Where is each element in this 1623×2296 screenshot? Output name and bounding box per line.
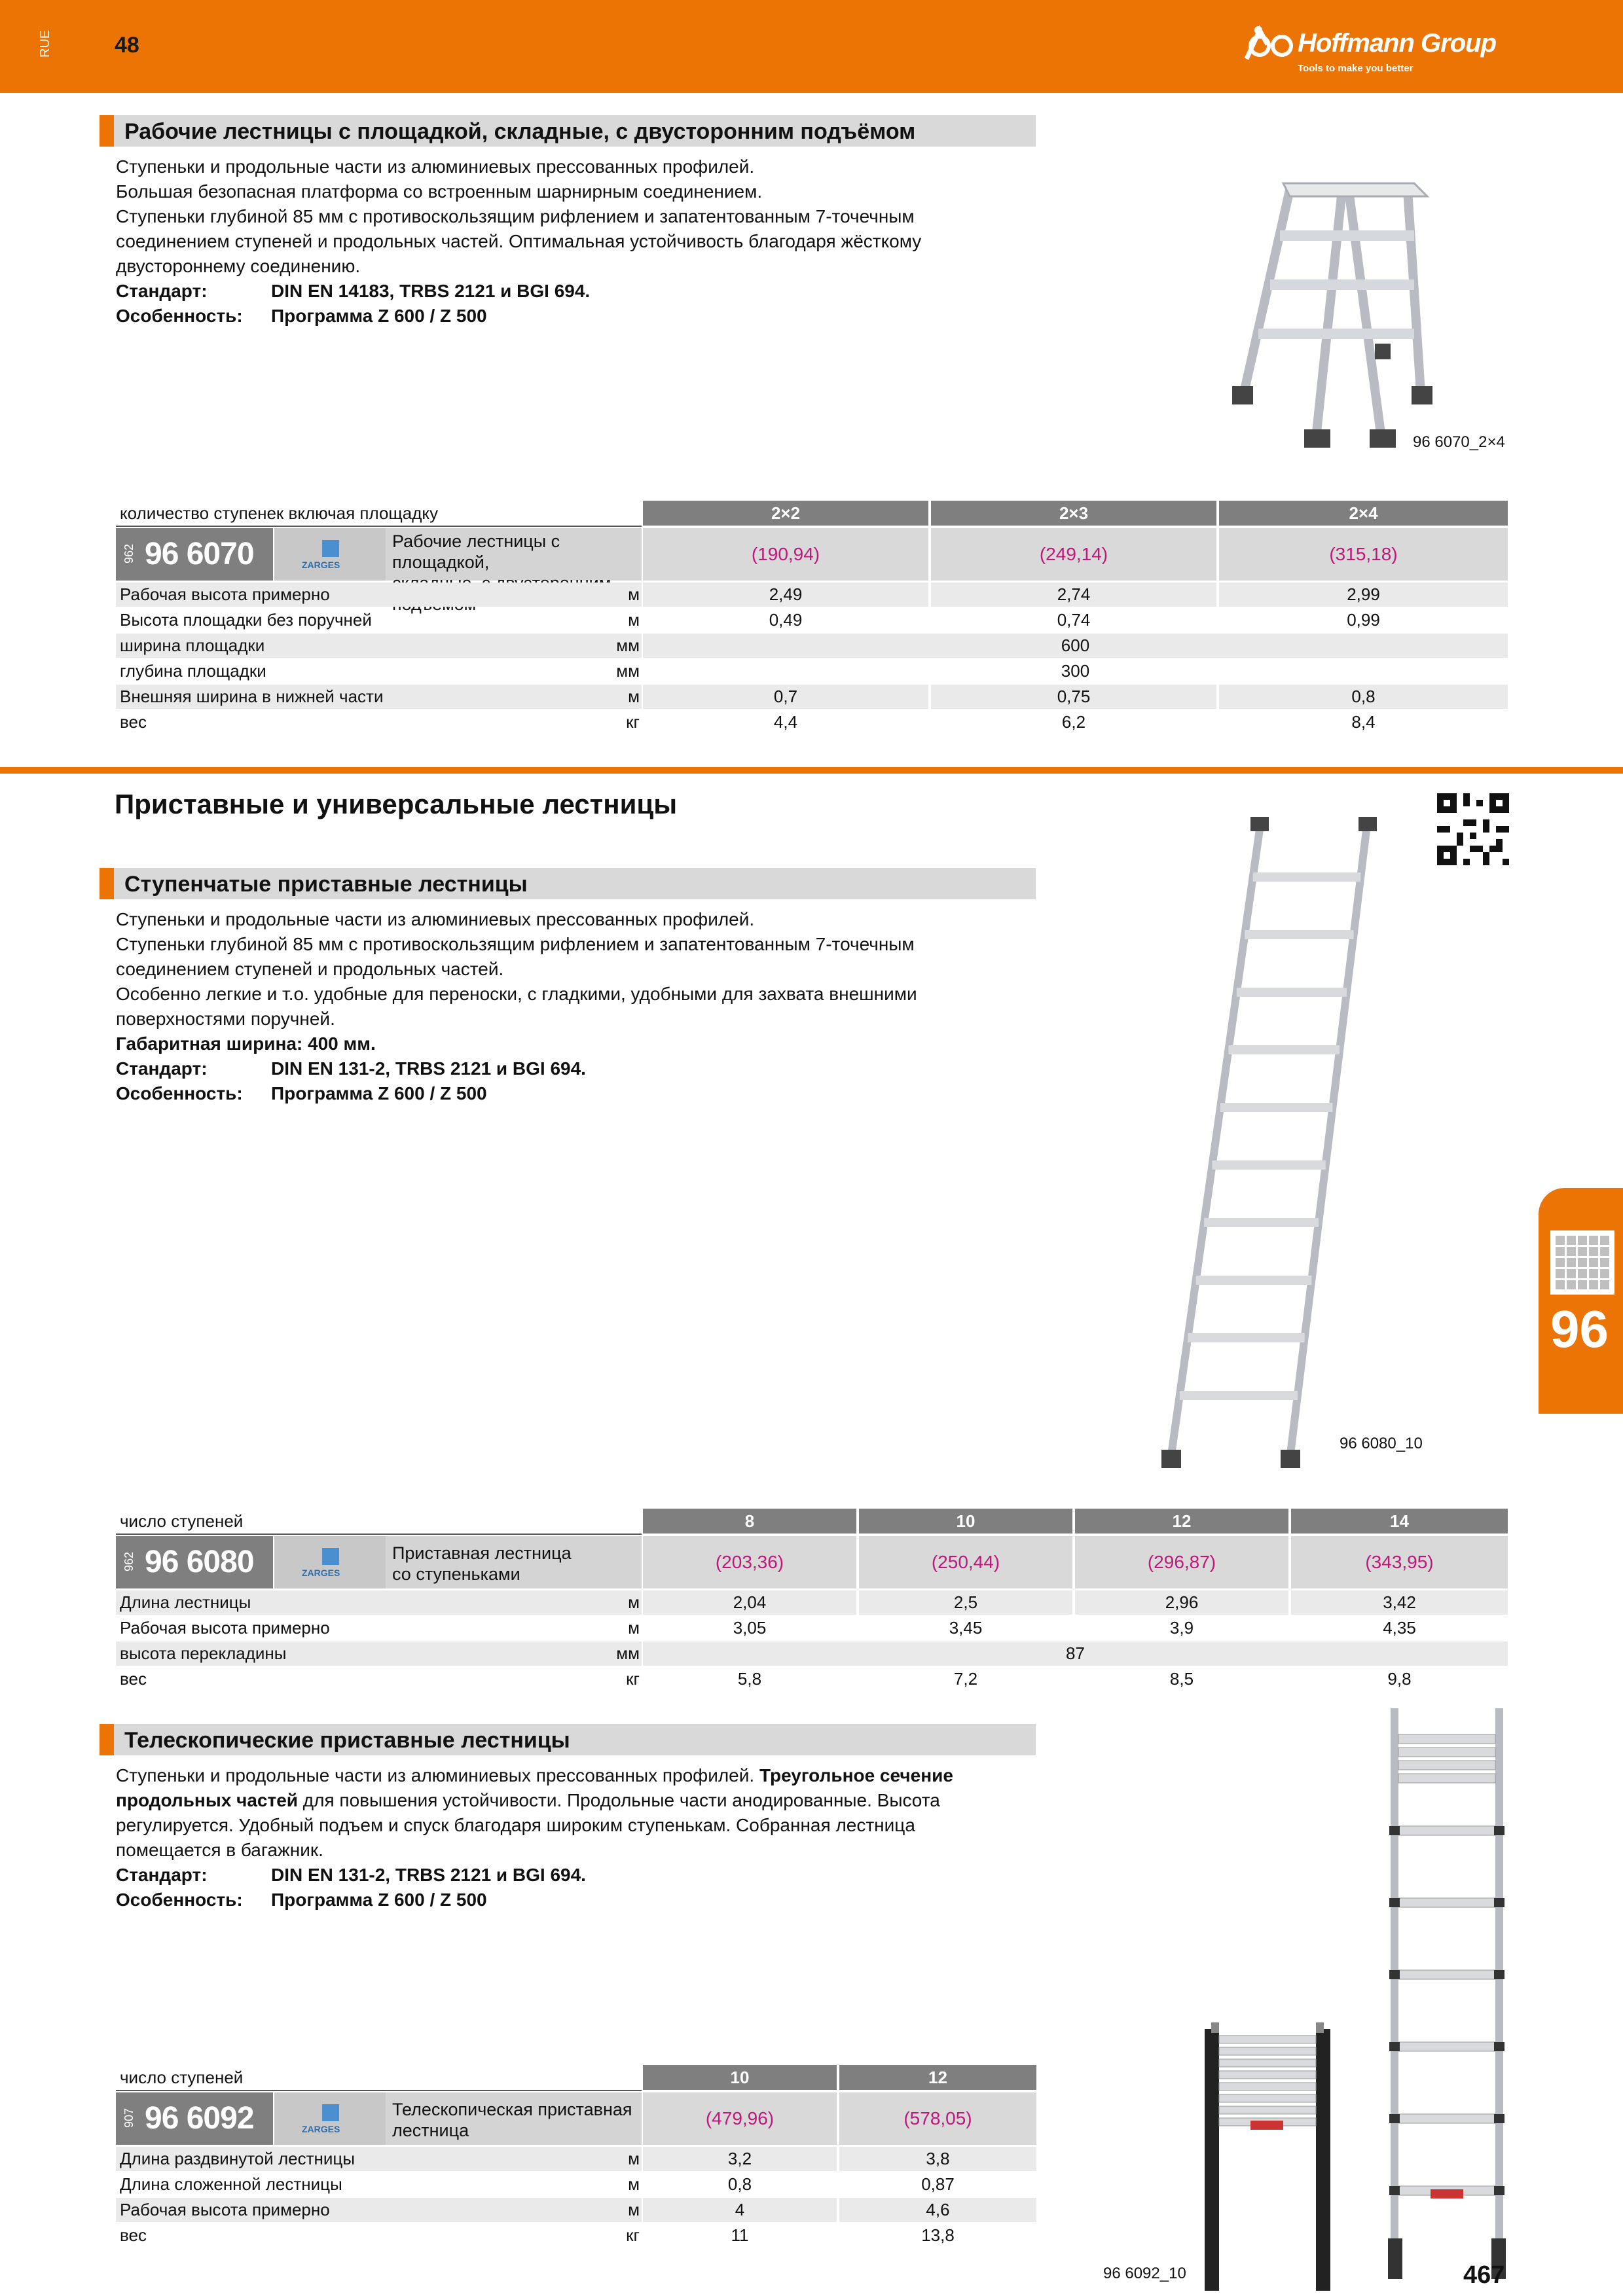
product-row[interactable] — [116, 528, 642, 581]
zarges-logo-icon — [322, 540, 339, 557]
price-cell[interactable]: (190,94) — [643, 528, 928, 581]
column-header: 12 — [1075, 1509, 1288, 1534]
table-cell: 0,49 — [769, 610, 803, 630]
row-label: глубина площадки — [120, 661, 266, 681]
price-cell[interactable]: (249,14) — [931, 528, 1216, 581]
section3-description — [116, 1763, 1032, 1912]
table-cell: 0,8 — [1219, 685, 1508, 709]
section-title: Телескопические приставные лестницы — [124, 1728, 570, 1753]
table-cell: 2,49 — [643, 583, 928, 607]
section-title: Рабочие лестницы с площадкой, складные, с двусторонним подъёмом — [124, 119, 916, 144]
price-cell[interactable]: (296,87) — [1075, 1536, 1288, 1588]
chapter-tab[interactable] — [1539, 1188, 1623, 1414]
feature-row — [116, 304, 1032, 329]
zarges-logo — [274, 2092, 386, 2145]
overall-width: Габаритная ширина: 400 мм. — [116, 1033, 376, 1054]
desc-line: соединением ступеней и продольных частей. — [116, 959, 504, 979]
row-label: Длина раздвинутой лестницы — [120, 2149, 356, 2168]
code-prefix: 962 — [122, 543, 136, 564]
row-unit: м — [628, 687, 640, 706]
price-cell[interactable]: (479,96) — [643, 2092, 837, 2145]
column-header: 10 — [643, 2065, 837, 2090]
row-unit: м — [628, 2200, 640, 2219]
row-label: Длина сложенной лестницы — [120, 2174, 342, 2194]
section-heading-platform-ladders — [100, 115, 1036, 147]
desc-line: Ступеньки глубиной 85 мм с противоскользящим рифлением и запатентованным 7-точечным — [116, 934, 915, 954]
standard-label: Стандарт: — [116, 281, 208, 301]
standard-label: Стандарт: — [116, 1058, 208, 1079]
chapter-number: 96 — [1550, 1300, 1609, 1358]
table-row — [116, 608, 1508, 632]
row-label: вес — [120, 712, 147, 732]
table-row — [116, 583, 1508, 607]
standard-value: DIN EN 131-2, TRBS 2121 и BGI 694. — [271, 1865, 586, 1885]
table-cell: 7,2 — [953, 1669, 978, 1689]
feature-row — [116, 1081, 1032, 1106]
footer-page-number: 467 — [1463, 2261, 1505, 2289]
feature-value: Программа Z 600 / Z 500 — [271, 1083, 487, 1103]
row-unit: мм — [616, 636, 640, 655]
header-label: число ступеней — [120, 2068, 244, 2087]
table-cell: 3,42 — [1291, 1590, 1508, 1615]
page-section-title: Приставные и универсальные лестницы — [115, 789, 678, 819]
table-cell: 3,45 — [949, 1618, 983, 1638]
feature-value: Программа Z 600 / Z 500 — [271, 306, 487, 326]
row-unit: мм — [616, 1643, 640, 1663]
row-unit: м — [628, 2149, 640, 2168]
qr-code-icon[interactable] — [1437, 793, 1509, 865]
header-label: число ступеней — [120, 1511, 244, 1531]
header-label: количество ступенек включая площадку — [120, 503, 439, 523]
table-cell: 2,99 — [1219, 583, 1508, 607]
row-label: Высота площадки без поручней — [120, 610, 372, 630]
grid-icon — [1550, 1230, 1614, 1295]
article-code: 96 6070 — [145, 537, 254, 571]
column-header: 10 — [859, 1509, 1072, 1534]
table-cell: 0,87 — [921, 2174, 955, 2194]
table-row — [116, 1641, 1508, 1666]
image-caption: 96 6070_2×4 — [1413, 433, 1505, 451]
zarges-logo-icon — [322, 2104, 339, 2121]
desc-line: Ступеньки и продольные части из алюминиевых прессованных профилей. — [116, 156, 755, 177]
row-label: вес — [120, 2225, 147, 2245]
desc-line: поверхностями поручней. — [116, 1009, 335, 1029]
column-header: 2×3 — [931, 501, 1216, 526]
price-cell[interactable]: (315,18) — [1219, 528, 1508, 581]
section-divider — [0, 767, 1623, 774]
table-cell: 0,74 — [1057, 610, 1091, 630]
table-cell: 2,5 — [859, 1590, 1072, 1615]
section-heading-telescopic-ladders — [100, 1724, 1036, 1755]
row-label: Рабочая высота примерно — [120, 1618, 330, 1638]
table-cell: 13,8 — [921, 2225, 955, 2245]
article-code-box — [116, 528, 273, 581]
section1-description — [116, 154, 1032, 329]
row-unit: кг — [626, 712, 640, 732]
table-cell: 11 — [731, 2225, 749, 2245]
desc-bold: продольных частей — [116, 1790, 299, 1810]
table-cell: 2,96 — [1075, 1590, 1288, 1615]
column-header: 14 — [1291, 1509, 1508, 1534]
table-row — [116, 2198, 1036, 2222]
table-cell: 2,04 — [643, 1590, 856, 1615]
price-cell[interactable]: (203,36) — [643, 1536, 856, 1588]
hoffmann-logo-icon — [1244, 25, 1296, 60]
product-name: Приставная лестница со ступеньками — [386, 1536, 642, 1588]
table-cell: 0,7 — [643, 685, 928, 709]
table-header-row — [116, 501, 1508, 526]
table-row — [116, 2223, 1036, 2248]
feature-value: Программа Z 600 / Z 500 — [271, 1890, 487, 1910]
row-label: вес — [120, 1669, 147, 1689]
image-caption: 96 6080_10 — [1340, 1435, 1423, 1452]
table-cell: 4,35 — [1383, 1618, 1416, 1638]
table-96-6070 — [116, 501, 1508, 756]
table-cell: 2,74 — [931, 583, 1216, 607]
table-row — [116, 1667, 1508, 1691]
zarges-logo-icon — [322, 1548, 339, 1565]
standard-value: DIN EN 14183, TRBS 2121 и BGI 694. — [271, 281, 591, 301]
table-cell: 4,4 — [773, 712, 798, 732]
table-cell: 6,2 — [1061, 712, 1086, 732]
telescopic-ladder-extended-image — [1375, 1702, 1519, 2284]
brand-name: Hoffmann Group — [1298, 29, 1497, 58]
table-cell: 3,8 — [839, 2147, 1036, 2171]
row-label: Рабочая высота примерно — [120, 584, 330, 604]
top-bar — [0, 0, 1623, 93]
standard-row — [116, 1056, 1032, 1081]
column-header: 2×2 — [643, 501, 928, 526]
brand-label: ZARGES — [302, 1568, 340, 1578]
brand-logo[interactable] — [1244, 25, 1512, 77]
table-row — [116, 1590, 1508, 1615]
table-row — [116, 2147, 1036, 2171]
table-cell: 3,2 — [643, 2147, 837, 2171]
table-cell: 4 — [643, 2198, 837, 2222]
row-unit: кг — [626, 1669, 640, 1689]
table-cell: 8,5 — [1169, 1669, 1194, 1689]
table-cell: 5,8 — [737, 1669, 762, 1689]
row-unit: м — [628, 584, 640, 604]
standard-row — [116, 279, 1032, 304]
telescopic-ladder-folded-image — [1198, 2016, 1342, 2291]
zarges-logo — [274, 528, 386, 581]
desc-text: для повышения устойчивости. Продольные части анодированные. Высота — [298, 1790, 940, 1810]
desc-line: двустороннему соединению. — [116, 256, 361, 276]
table-row — [116, 634, 1508, 658]
row-label: Внешняя ширина в нижней части — [120, 687, 384, 706]
product-name: Телескопическая приставная лестница — [386, 2092, 642, 2145]
row-unit: м — [628, 2174, 640, 2194]
code-prefix: 962 — [122, 1551, 136, 1571]
page-number: 48 — [115, 33, 139, 58]
table-cell: 8,4 — [1351, 712, 1376, 732]
row-label: высота перекладины — [120, 1643, 287, 1663]
table-row — [116, 710, 1508, 734]
desc-line: регулируется. Удобный подъем и спуск благодаря широким ступенькам. Собранная лестница — [116, 1815, 915, 1835]
desc-line: соединением ступеней и продольных частей. Оптимальная устойчивость благодаря жёсткому — [116, 231, 922, 251]
row-unit: м — [628, 1618, 640, 1638]
table-cell: 300 — [1061, 661, 1090, 681]
desc-line: Ступеньки глубиной 85 мм с противоскользящим рифлением и запатентованным 7-точечным — [116, 206, 915, 226]
section2-description — [116, 907, 1032, 1106]
desc-text: Ступеньки и продольные части из алюминиевых прессованных профилей. — [116, 1765, 759, 1785]
table-header-row — [116, 1509, 1508, 1534]
platform-ladder-image — [1218, 177, 1512, 452]
table-cell: 600 — [643, 634, 1508, 658]
row-unit: мм — [616, 661, 640, 681]
table-row — [116, 1616, 1508, 1640]
zarges-logo — [274, 1536, 386, 1588]
feature-label: Особенность: — [116, 1083, 243, 1103]
table-cell: 0,8 — [727, 2174, 752, 2194]
table-cell: 3,9 — [1169, 1618, 1194, 1638]
language-code: RUE — [38, 29, 52, 58]
feature-label: Особенность: — [116, 1890, 243, 1910]
table-96-6092 — [116, 2065, 1036, 2281]
row-unit: м — [628, 1592, 640, 1612]
row-unit: кг — [626, 2225, 640, 2245]
article-code: 96 6092 — [145, 2101, 254, 2136]
article-code-box — [116, 1536, 273, 1588]
price-cell[interactable]: (578,05) — [839, 2092, 1036, 2145]
brand-tagline: Tools to make you better — [1298, 63, 1413, 74]
section-heading-step-ladders — [100, 868, 1036, 899]
article-code: 96 6080 — [145, 1545, 254, 1579]
row-label: Рабочая высота примерно — [120, 2200, 330, 2219]
column-header: 12 — [839, 2065, 1036, 2090]
row-label: ширина площадки — [120, 636, 265, 655]
table-row — [116, 685, 1508, 709]
desc-bold: Треугольное сечение — [759, 1765, 953, 1785]
section-title: Ступенчатые приставные лестницы — [124, 872, 528, 897]
row-label: Длина лестницы — [120, 1592, 251, 1612]
brand-label: ZARGES — [302, 2124, 340, 2134]
standard-row — [116, 1863, 1032, 1888]
product-row[interactable] — [116, 1536, 642, 1588]
desc-line: Особенно легкие и т.о. удобные для переноски, с гладкими, удобными для захвата внешними — [116, 984, 917, 1004]
column-header: 8 — [643, 1509, 856, 1534]
feature-label: Особенность: — [116, 306, 243, 326]
table-cell: 4,6 — [839, 2198, 1036, 2222]
table-cell: 9,8 — [1387, 1669, 1412, 1689]
row-unit: м — [628, 610, 640, 630]
table-cell: 87 — [643, 1641, 1508, 1666]
table-header-row — [116, 2065, 1036, 2090]
image-caption: 96 6092_10 — [1103, 2265, 1186, 2282]
price-cell[interactable]: (250,44) — [859, 1536, 1072, 1588]
table-cell: 0,75 — [931, 685, 1216, 709]
code-prefix: 907 — [122, 2108, 136, 2128]
standard-value: DIN EN 131-2, TRBS 2121 и BGI 694. — [271, 1058, 586, 1079]
feature-row — [116, 1888, 1032, 1912]
desc-line: Ступеньки и продольные части из алюминиевых прессованных профилей. — [116, 909, 755, 929]
table-row — [116, 659, 1508, 683]
column-header: 2×4 — [1219, 501, 1508, 526]
standard-label: Стандарт: — [116, 1865, 208, 1885]
product-row[interactable] — [116, 2092, 642, 2145]
table-96-6080 — [116, 1509, 1508, 1689]
table-cell: 0,99 — [1347, 610, 1380, 630]
desc-line: помещается в багажник. — [116, 1840, 323, 1860]
product-name: Рабочие лестницы с площадкой, — [386, 528, 642, 581]
brand-label: ZARGES — [302, 560, 340, 570]
article-code-box — [116, 2092, 273, 2145]
step-ladder-image — [1159, 812, 1395, 1479]
desc-line: Большая безопасная платформа со встроенным шарнирным соединением. — [116, 181, 763, 202]
table-cell: 3,05 — [733, 1618, 767, 1638]
table-row — [116, 2172, 1036, 2197]
price-cell[interactable]: (343,95) — [1291, 1536, 1508, 1588]
